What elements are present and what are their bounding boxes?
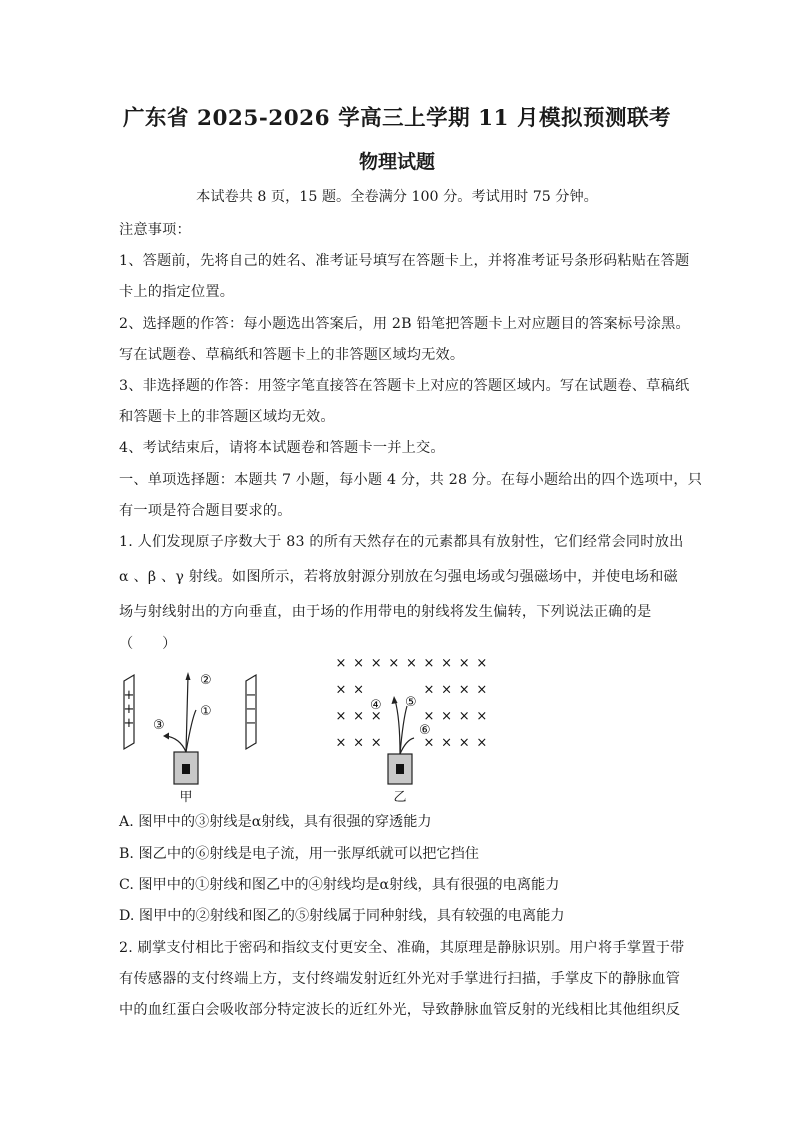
field-x-mark: ×: [353, 709, 365, 724]
field-x-mark: ×: [353, 682, 365, 698]
question-1-stem: 场与射线射出的方向垂直，由于场的作用带电的射线将发生偏转，下列说法正确的是: [119, 604, 652, 620]
ray-label: ⑤: [405, 695, 417, 710]
paper-subtitle: 物理试题: [358, 151, 435, 173]
exam-info: 本试卷共 8 页，15 题。全卷满分 100 分。考试用时 75 分钟。: [196, 189, 598, 205]
plate-sign: +: [123, 716, 135, 731]
option-b: B. 图乙中的⑥射线是电子流，用一张厚纸就可以把它挡住: [119, 846, 479, 862]
option-c: C. 图甲中的①射线和图乙中的④射线均是α射线，具有很强的电离能力: [119, 877, 560, 893]
field-x-mark: ×: [441, 735, 453, 751]
figure-jia: [124, 672, 257, 805]
notes-heading: 注意事项：: [119, 222, 191, 238]
question-1-answer-blank: （ ）: [119, 636, 177, 652]
field-x-mark: ×: [458, 735, 470, 751]
figure-label-yi: 乙: [393, 790, 407, 805]
field-x-mark: ×: [476, 682, 488, 698]
field-x-mark: ×: [353, 656, 365, 671]
plate-sign: +: [123, 688, 135, 703]
question-2-stem: 中的血红蛋白会吸收部分特定波长的近红外光，导致静脉血管反射的光线相比其他组织反: [119, 1002, 681, 1018]
field-x-mark: ×: [335, 656, 347, 671]
field-x-mark: ×: [370, 735, 382, 751]
radioactive-source: [396, 764, 404, 774]
field-x-mark: ×: [423, 682, 435, 698]
ray-label: ⑥: [419, 723, 431, 738]
question-1-stem: α 、β 、γ 射线。如图所示，若将放射源分别放在匀强电场或匀强磁场中，并使电场和磁: [119, 569, 678, 585]
figure-yi: [336, 656, 488, 805]
question-1-figure: [112, 648, 502, 808]
section-heading: 一、单项选择题：本题共 7 小题，每小题 4 分，共 28 分。在每小题给出的四个选项中，只: [119, 472, 703, 488]
question-2-stem: 有传感器的支付终端上方，支付终端发射近红外光对手掌进行扫描，手掌皮下的静脉血管: [119, 971, 681, 987]
figure-label-jia: 甲: [179, 790, 193, 805]
option-d: D. 图甲中的②射线和图乙的⑤射线属于同种射线，具有较强的电离能力: [119, 908, 565, 924]
field-x-mark: ×: [335, 709, 347, 724]
field-x-mark: ×: [388, 656, 400, 671]
field-x-mark: ×: [458, 709, 470, 724]
paper-title: 广东省 2025-2026 学高三上学期 11 月模拟预测联考: [123, 106, 671, 131]
ray-label: ④: [370, 698, 382, 713]
section-heading-cont: 有一项是符合题目要求的。: [119, 503, 292, 519]
notes-line: 1、答题前，先将自己的姓名、准考证号填写在答题卡上，并将准考证号条形码粘贴在答题: [119, 253, 690, 269]
notes-line: 和答题卡上的非答题区域均无效。: [119, 409, 335, 425]
field-x-mark: ×: [423, 735, 435, 751]
radioactive-source: [182, 764, 190, 774]
field-x-mark: ×: [423, 656, 435, 671]
question-1-stem: 1. 人们发现原子序数大于 83 的所有天然存在的元素都具有放射性，它们经常会同时放出: [119, 534, 684, 550]
field-x-mark: ×: [441, 656, 453, 671]
field-x-mark: ×: [405, 656, 417, 671]
field-x-mark: ×: [370, 709, 382, 724]
ray-label: ②: [200, 673, 212, 688]
notes-line: 3、非选择题的作答：用签字笔直接答在答题卡上对应的答题区域内。写在试题卷、草稿纸: [119, 378, 690, 394]
ray-label: ①: [200, 704, 212, 719]
field-x-mark: ×: [335, 735, 347, 751]
field-x-mark: ×: [335, 682, 347, 698]
notes-line: 4、考试结束后，请将本试题卷和答题卡一并上交。: [119, 440, 445, 456]
field-x-mark: ×: [476, 735, 488, 751]
notes-line: 写在试题卷、草稿纸和答题卡上的非答题区域均无效。: [119, 347, 465, 363]
plate-sign: +: [123, 702, 135, 717]
option-a: A. 图甲中的③射线是α射线，具有很强的穿透能力: [119, 814, 432, 830]
plate-sign: −: [245, 688, 257, 703]
ray-label: ③: [153, 718, 165, 733]
field-x-mark: ×: [441, 682, 453, 698]
ray-6: [400, 738, 414, 754]
notes-line: 2、选择题的作答：每小题选出答案后，用 2B 铅笔把答题卡上对应题目的答案标号涂黑。: [119, 316, 690, 332]
field-x-mark: ×: [458, 656, 470, 671]
field-x-mark: ×: [370, 656, 382, 671]
plate-sign: −: [245, 702, 257, 717]
field-x-mark: ×: [458, 682, 470, 698]
field-x-mark: ×: [353, 735, 365, 751]
question-2-stem: 2. 刷掌支付相比于密码和指纹支付更安全、准确，其原理是静脉识别。用户将手掌置于带: [119, 940, 685, 956]
field-x-mark: ×: [441, 709, 453, 724]
plate-sign: −: [245, 716, 257, 731]
ray-4: [395, 700, 400, 754]
notes-line: 卡上的指定位置。: [119, 284, 235, 300]
field-x-mark: ×: [423, 709, 435, 724]
field-x-mark: ×: [476, 709, 488, 724]
field-x-mark: ×: [476, 656, 488, 671]
